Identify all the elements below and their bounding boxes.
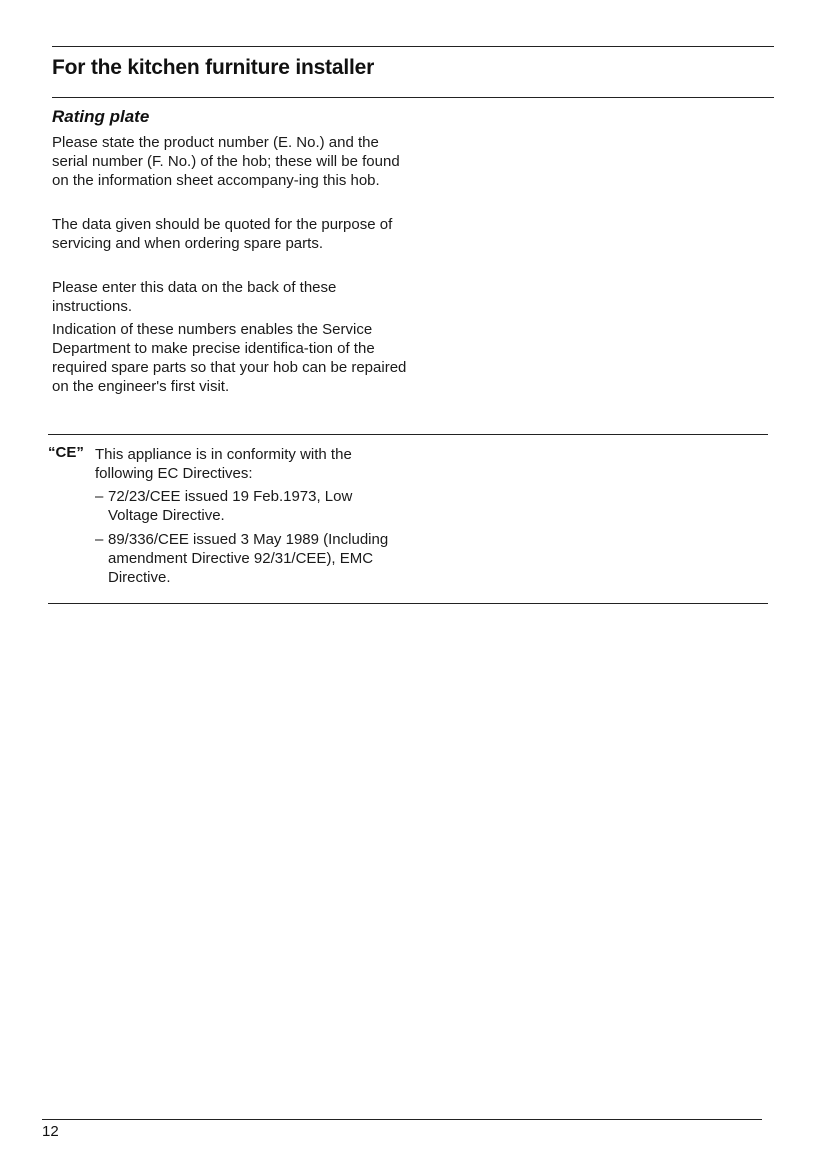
ce-label: “CE” (48, 444, 84, 461)
ce-top-rule (48, 434, 768, 435)
ce-directive-2-text: 89/336/CEE issued 3 May 1989 (Including amendment Directive 92/31/CEE), EMC Directive. (108, 531, 389, 586)
ce-intro: This appliance is in conformity with the following EC Directives: (95, 446, 352, 482)
rating-plate-heading: Rating plate (52, 107, 150, 126)
page-number: 12 (42, 1123, 59, 1140)
rating-plate-paragraph-2: The data given should be quoted for the purpose of servicing and when ordering spare parts. (52, 216, 393, 252)
ce-directive-1-text: 72/23/CEE issued 19 Feb.1973, Low Voltage Directive. (108, 488, 353, 524)
top-rule (52, 46, 774, 47)
dash-bullet: – (95, 531, 104, 548)
rating-plate-paragraph-3: Please enter this data on the back of these instructions. (52, 279, 337, 315)
section-title: For the kitchen furniture installer (52, 56, 375, 79)
rating-plate-paragraph-1: Please state the product number (E. No.) and the serial number (F. No.) of the hob; these will be found on the information sheet accompany-ing this hob. (52, 134, 400, 189)
rating-plate-paragraph-4: Indication of these numbers enables the Service Department to make precise identifica-tion of the required spare parts so that your hob can be repaired on the engineer's first visit. (52, 321, 407, 395)
footer-rule (42, 1119, 762, 1120)
ce-directive-1 (95, 487, 395, 525)
dash-bullet: – (95, 488, 104, 505)
title-underline-rule (52, 97, 774, 98)
ce-bottom-rule (48, 603, 768, 604)
ce-directive-2 (95, 530, 395, 587)
